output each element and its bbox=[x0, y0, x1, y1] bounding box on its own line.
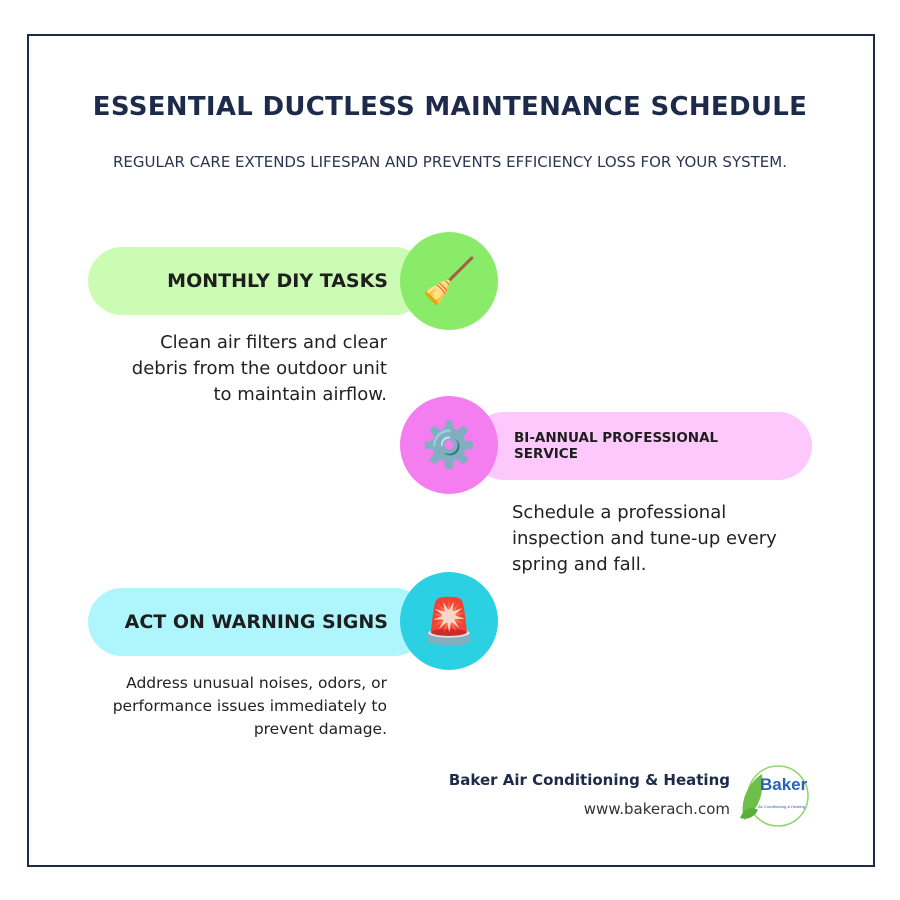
warning-desc: Address unusual noises, odors, or performance issues immediately to prevent damage. bbox=[112, 674, 387, 738]
biannual-pill bbox=[470, 412, 812, 480]
monthly-desc: Clean air filters and clear debris from the outdoor unit to maintain airflow. bbox=[131, 332, 387, 405]
gear-icon: ⚙️ bbox=[400, 396, 498, 494]
company-url[interactable]: www.bakerach.com bbox=[583, 800, 730, 818]
biannual-label: BI-ANNUAL PROFESSIONAL SERVICE bbox=[514, 430, 719, 462]
svg-text:Baker: Baker bbox=[760, 775, 808, 794]
company-name: Baker Air Conditioning & Heating bbox=[448, 771, 730, 789]
warning-pill bbox=[88, 588, 428, 656]
company-logo bbox=[738, 762, 810, 830]
subtitle: REGULAR CARE EXTENDS LIFESPAN AND PREVENTS EFFICIENCY LOSS FOR YOUR SYSTEM. bbox=[113, 153, 787, 171]
svg-text:Air Conditioning & Heating: Air Conditioning & Heating bbox=[758, 804, 805, 809]
warning-label: ACT ON WARNING SIGNS bbox=[124, 611, 388, 633]
monthly-pill bbox=[88, 247, 428, 315]
monthly-label: MONTHLY DIY TASKS bbox=[167, 270, 388, 292]
broom-icon: 🧹 bbox=[400, 232, 498, 330]
biannual-desc: Schedule a professional inspection and tune-up every spring and fall. bbox=[512, 502, 777, 575]
siren-icon: 🚨 bbox=[400, 572, 498, 670]
page-title: ESSENTIAL DUCTLESS MAINTENANCE SCHEDULE bbox=[92, 92, 808, 122]
